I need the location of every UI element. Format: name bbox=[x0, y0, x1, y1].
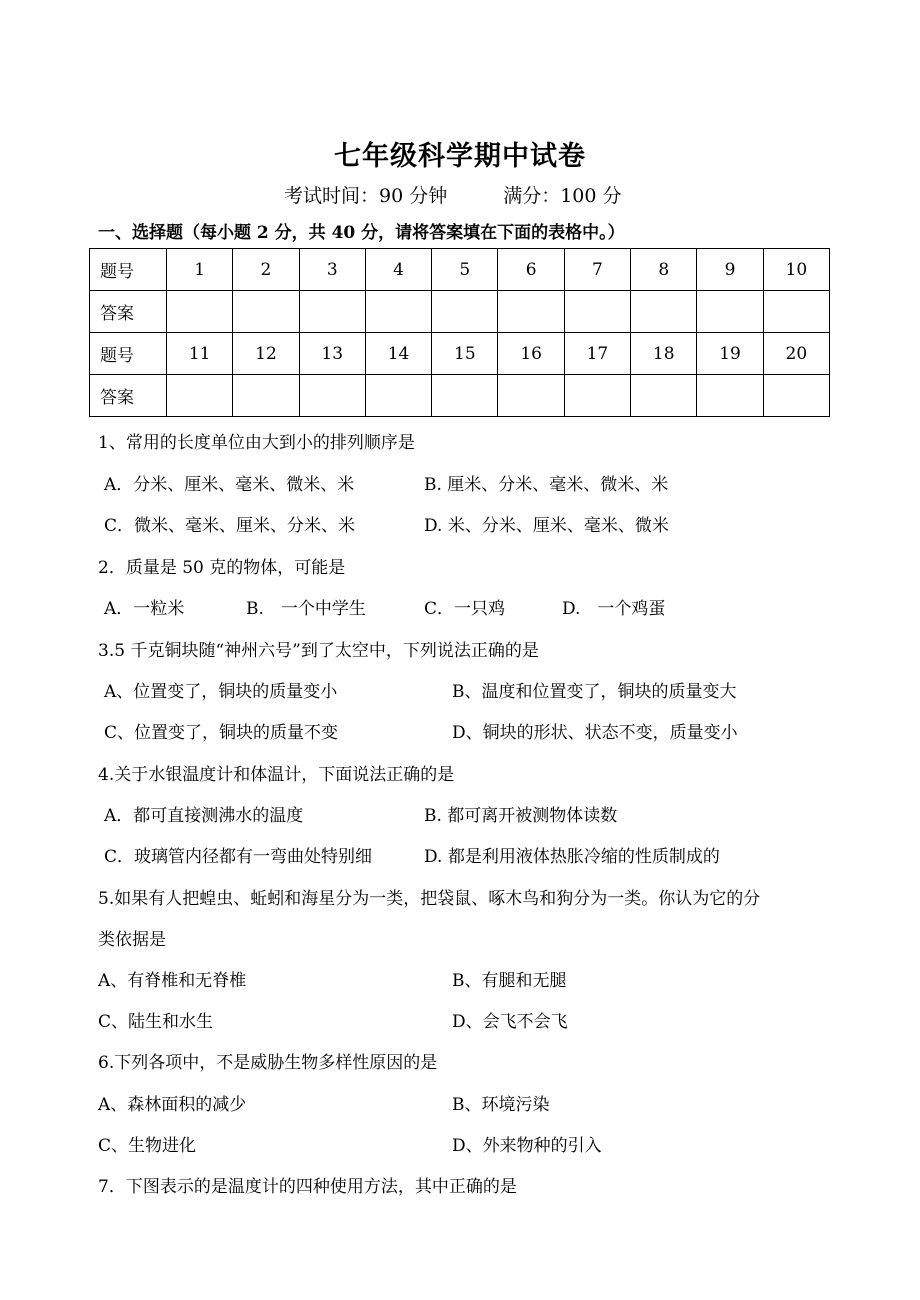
question-number-cell: 19 bbox=[697, 333, 763, 375]
question-1-stem: 1、常用的长度单位由大到小的排列顺序是 bbox=[98, 433, 415, 453]
answer-cell[interactable] bbox=[365, 375, 431, 417]
exam-info bbox=[284, 181, 622, 208]
exam-title: 七年级科学期中试卷 bbox=[334, 141, 586, 172]
question-number-cell: 7 bbox=[564, 249, 630, 291]
question-2-option-d: D. 一个鸡蛋 bbox=[562, 599, 666, 619]
question-number-cell: 12 bbox=[233, 333, 299, 375]
question-1-option-a: A．分米、厘米、毫米、微米、米 bbox=[104, 475, 355, 495]
question-number-cell: 20 bbox=[763, 333, 829, 375]
question-3-stem: 3.5 千克铜块随“神州六号”到了太空中，下列说法正确的是 bbox=[98, 641, 539, 661]
question-6-option-d: D、外来物种的引入 bbox=[452, 1136, 602, 1156]
question-4-option-d: D. 都是利用液体热胀冷缩的性质制成的 bbox=[424, 847, 720, 867]
question-5-option-b: B、有腿和无腿 bbox=[452, 971, 567, 991]
question-5-stem-continued: 类依据是 bbox=[98, 930, 166, 950]
row-label-number: 题号 bbox=[90, 249, 167, 291]
question-3-option-b: B、温度和位置变了，铜块的质量变大 bbox=[452, 682, 737, 702]
answer-cell[interactable] bbox=[631, 291, 697, 333]
question-2-option-c: C．一只鸡 bbox=[424, 599, 506, 619]
question-3-option-a: A、位置变了，铜块的质量变小 bbox=[104, 682, 338, 702]
answer-table bbox=[89, 248, 830, 417]
answer-cell[interactable] bbox=[365, 291, 431, 333]
question-5-stem: 5.如果有人把蝗虫、蚯蚓和海星分为一类，把袋鼠、啄木鸟和狗分为一类。你认为它的分 bbox=[98, 889, 761, 909]
exam-score: 满分：100 分 bbox=[503, 185, 622, 207]
table-row bbox=[90, 291, 830, 333]
answer-cell[interactable] bbox=[697, 291, 763, 333]
question-number-cell: 11 bbox=[167, 333, 233, 375]
question-number-cell: 15 bbox=[432, 333, 498, 375]
question-1-option-d: D. 米、分米、厘米、毫米、微米 bbox=[424, 516, 669, 536]
question-4-option-a: A．都可直接测沸水的温度 bbox=[104, 806, 304, 826]
question-6-option-c: C、生物进化 bbox=[98, 1136, 197, 1156]
question-2-stem: 2．质量是 50 克的物体，可能是 bbox=[98, 558, 346, 578]
answer-cell[interactable] bbox=[233, 291, 299, 333]
question-3-option-c: C、位置变了，铜块的质量不变 bbox=[104, 723, 339, 743]
answer-cell[interactable] bbox=[299, 375, 365, 417]
answer-cell[interactable] bbox=[763, 291, 829, 333]
answer-cell[interactable] bbox=[564, 291, 630, 333]
table-row bbox=[90, 249, 830, 291]
question-number-cell: 10 bbox=[763, 249, 829, 291]
answer-cell[interactable] bbox=[763, 375, 829, 417]
row-label-answer: 答案 bbox=[90, 375, 167, 417]
answer-cell[interactable] bbox=[697, 375, 763, 417]
answer-cell[interactable] bbox=[498, 375, 564, 417]
table-row bbox=[90, 333, 830, 375]
question-number-cell: 9 bbox=[697, 249, 763, 291]
question-number-cell: 5 bbox=[432, 249, 498, 291]
answer-cell[interactable] bbox=[564, 375, 630, 417]
answer-cell[interactable] bbox=[432, 291, 498, 333]
question-2-option-a: A．一粒米 bbox=[104, 599, 185, 619]
question-number-cell: 13 bbox=[299, 333, 365, 375]
question-5-option-a: A、有脊椎和无脊椎 bbox=[98, 971, 247, 991]
question-2-option-b: B. 一个中学生 bbox=[246, 599, 366, 619]
answer-cell[interactable] bbox=[167, 375, 233, 417]
question-6-option-a: A、森林面积的减少 bbox=[98, 1095, 247, 1115]
row-label-answer: 答案 bbox=[90, 291, 167, 333]
question-number-cell: 4 bbox=[365, 249, 431, 291]
answer-cell[interactable] bbox=[167, 291, 233, 333]
question-1-option-b: B. 厘米、分米、毫米、微米、米 bbox=[424, 475, 669, 495]
question-4-stem: 4.关于水银温度计和体温计，下面说法正确的是 bbox=[98, 765, 455, 785]
question-1-option-c: C．微米、毫米、厘米、分米、米 bbox=[104, 516, 356, 536]
answer-cell[interactable] bbox=[299, 291, 365, 333]
question-4-option-b: B. 都可离开被测物体读数 bbox=[424, 806, 618, 826]
question-6-stem: 6.下列各项中，不是威胁生物多样性原因的是 bbox=[98, 1053, 438, 1073]
question-number-cell: 14 bbox=[365, 333, 431, 375]
question-5-option-d: D、会飞不会飞 bbox=[452, 1012, 568, 1032]
section-heading-choice: 一、选择题（每小题 2 分，共 40 分，请将答案填在下面的表格中。） bbox=[98, 223, 625, 243]
question-7-stem: 7．下图表示的是温度计的四种使用方法，其中正确的是 bbox=[98, 1177, 517, 1197]
answer-cell[interactable] bbox=[498, 291, 564, 333]
question-4-option-c: C．玻璃管内径都有一弯曲处特别细 bbox=[104, 847, 373, 867]
question-number-cell: 16 bbox=[498, 333, 564, 375]
question-number-cell: 17 bbox=[564, 333, 630, 375]
answer-cell[interactable] bbox=[233, 375, 299, 417]
row-label-number: 题号 bbox=[90, 333, 167, 375]
question-5-option-c: C、陆生和水生 bbox=[98, 1012, 214, 1032]
question-number-cell: 8 bbox=[631, 249, 697, 291]
exam-time: 考试时间：90 分钟 bbox=[284, 185, 448, 207]
question-number-cell: 18 bbox=[631, 333, 697, 375]
question-number-cell: 6 bbox=[498, 249, 564, 291]
question-3-option-d: D、铜块的形状、状态不变，质量变小 bbox=[452, 723, 738, 743]
question-6-option-b: B、环境污染 bbox=[452, 1095, 550, 1115]
table-row bbox=[90, 375, 830, 417]
question-number-cell: 3 bbox=[299, 249, 365, 291]
answer-cell[interactable] bbox=[631, 375, 697, 417]
question-number-cell: 2 bbox=[233, 249, 299, 291]
question-number-cell: 1 bbox=[167, 249, 233, 291]
answer-cell[interactable] bbox=[432, 375, 498, 417]
